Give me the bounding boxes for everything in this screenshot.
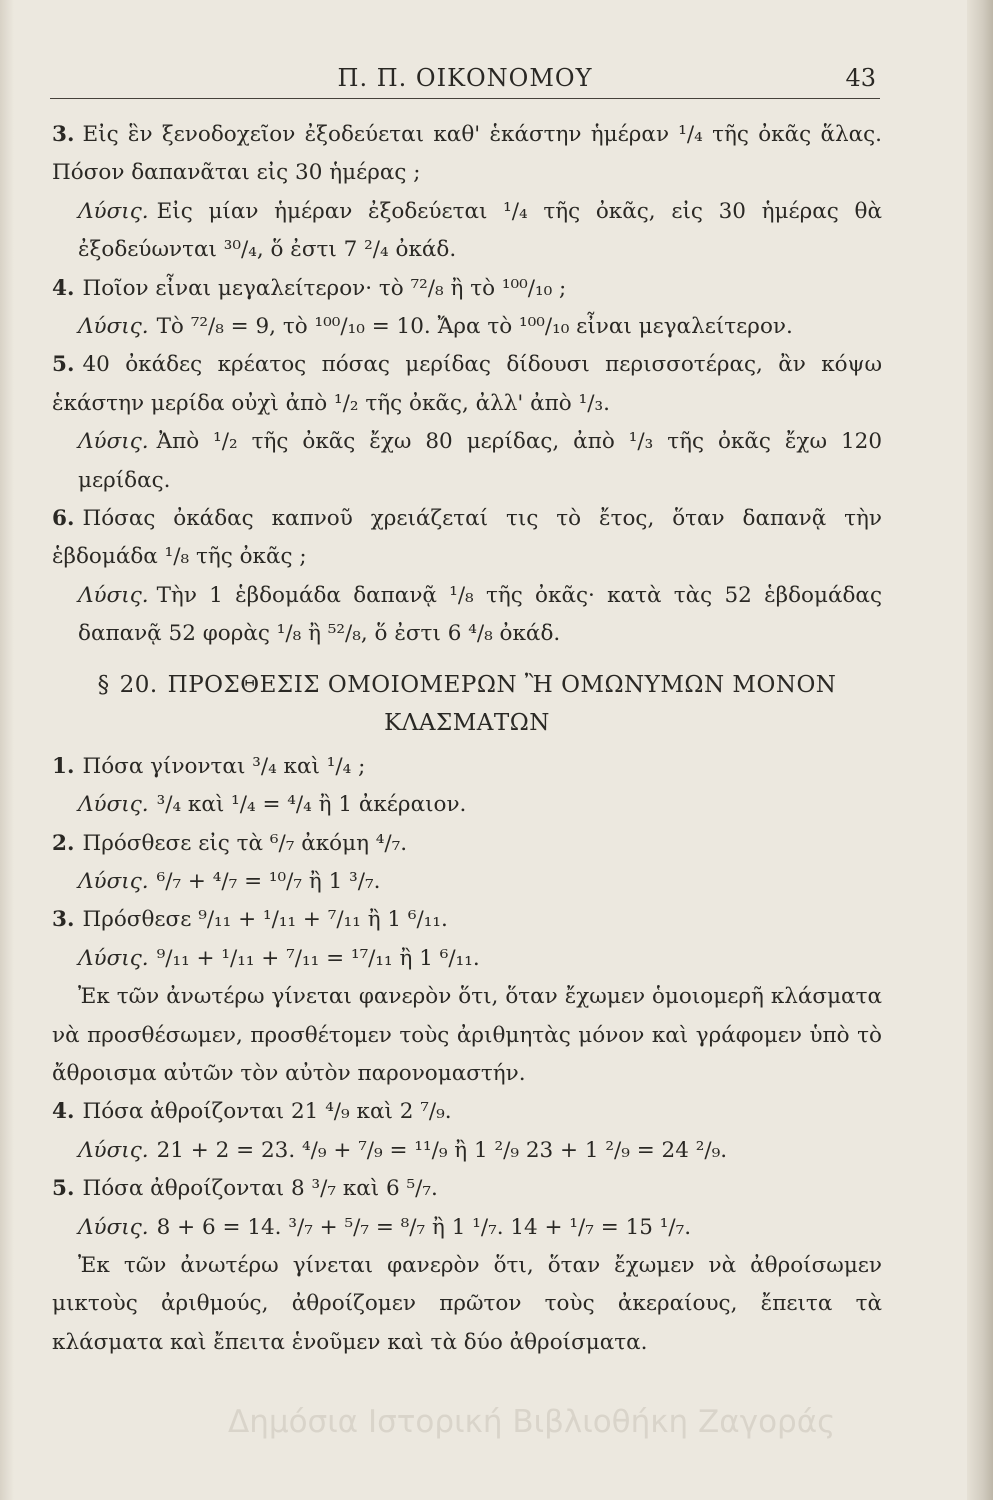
solution-4 — [52, 308, 882, 346]
solution-label: Λύσις. — [78, 1137, 149, 1163]
section-symbol: § — [97, 671, 110, 698]
problem-3 — [52, 116, 882, 193]
problem-text: Πόσα ἀθροίζονται 8 ³/₇ καὶ 6 ⁵/₇. — [82, 1176, 438, 1202]
problem-number: 6. — [52, 506, 75, 532]
problem-number: 4. — [52, 275, 75, 301]
problem-5 — [52, 346, 882, 423]
solution-5b — [52, 1209, 882, 1247]
solution-text: ⁹/₁₁ + ¹/₁₁ + ⁷/₁₁ = ¹⁷/₁₁ ἢ 1 ⁶/₁₁. — [156, 945, 480, 971]
solution-text: ⁶/₇ + ⁴/₇ = ¹⁰/₇ ἢ 1 ³/₇. — [156, 868, 381, 894]
problem-number: 4. — [52, 1099, 75, 1125]
solution-5 — [52, 423, 882, 500]
section-number: 20. — [119, 671, 158, 698]
problem-4b — [52, 1093, 882, 1131]
problem-5b — [52, 1170, 882, 1208]
header-rule — [50, 98, 880, 99]
solution-label: Λύσις. — [78, 198, 149, 224]
problem-text: Ποῖον εἶναι μεγαλείτερον· τὸ ⁷²/₈ ἢ τὸ ¹⁰⁰/₁₀ ; — [82, 275, 567, 301]
running-head: Π. Π. ΟΙΚΟΝΟΜΟΥ — [337, 64, 593, 92]
problem-2 — [52, 825, 882, 863]
problem-number: 3. — [52, 907, 75, 933]
problem-number: 2. — [52, 830, 75, 856]
solution-label: Λύσις. — [78, 582, 149, 608]
solution-text: Τὸ ⁷²/₈ = 9, τὸ ¹⁰⁰/₁₀ = 10. Ἄρα τὸ ¹⁰⁰/₁₀ εἶναι μεγαλείτερον. — [156, 314, 793, 340]
solution-text: 21 + 2 = 23. ⁴/₉ + ⁷/₉ = ¹¹/₉ ἢ 1 ²/₉ 23 + 1 ²/₉ = 24 ²/₉. — [156, 1137, 728, 1163]
problem-text: Πρόσθεσε εἰς τὰ ⁶/₇ ἀκόμη ⁴/₇. — [82, 830, 408, 856]
page-edge — [967, 0, 993, 1500]
section-title-line2: ΚΛΑΣΜΑΤΩΝ — [384, 709, 550, 736]
solution-3b — [52, 940, 882, 978]
problem-3b — [52, 901, 882, 939]
page-gutter-shadow — [0, 0, 14, 1500]
problem-number: 1. — [52, 753, 75, 779]
solution-label: Λύσις. — [78, 314, 149, 340]
solution-text: Εἰς μίαν ἡμέραν ἐξοδεύεται ¹/₄ τῆς ὀκᾶς, εἰς 30 ἡμέρας θὰ ἐξοδεύωνται ³⁰/₄, ὅ ἐστι 7 ²/₄ ὀκάδ. — [78, 198, 882, 263]
problem-1 — [52, 748, 882, 786]
remark-paragraph-2: Ἐκ τῶν ἀνωτέρω γίνεται φανερὸν ὅτι, ὅταν ἔχωμεν νὰ ἀθροίσωμεν μικτοὺς ἀριθμούς, ἀθροίζομεν πρῶτον τοὺς ἀκεραίους, ἔπειτα τὰ κλάσματα καὶ ἔπειτα ἑνοῦμεν καὶ τὰ δύο ἀθροίσματα. — [52, 1252, 882, 1355]
library-watermark: Δημόσια Ιστορική Βιβλιοθήκη Ζαγοράς — [228, 1404, 836, 1440]
section-title-line1: ΠΡΟΣΘΕΣΙΣ ΟΜΟΙΟΜΕΡΩΝ Ἢ ΟΜΩΝΥΜΩΝ ΜΟΝΟΝ — [167, 671, 837, 698]
problem-text: Πόσα γίνονται ³/₄ καὶ ¹/₄ ; — [82, 753, 366, 779]
solution-4b — [52, 1132, 882, 1170]
remark-paragraph-1: Ἐκ τῶν ἀνωτέρω γίνεται φανερὸν ὅτι, ὅταν ἔχωμεν ὁμοιομερῆ κλάσματα νὰ προσθέσωμεν, προσθέτομεν τοὺς ἀριθμητὰς μόνον καὶ γράφομεν ὑπὸ τὸ ἄθροισμα αὐτῶν τὸν αὐτὸν παρονομαστήν. — [52, 984, 882, 1086]
solution-6 — [52, 577, 882, 654]
solution-label: Λύσις. — [78, 945, 149, 971]
solution-label: Λύσις. — [78, 1214, 149, 1240]
problem-number: 5. — [52, 1176, 75, 1202]
problem-number: 5. — [52, 352, 75, 378]
problem-text: 40 ὀκάδες κρέατος πόσας μερίδας δίδουσι περισσοτέρας, ἂν κόψω ἑκάστην μερίδα οὐχὶ ἀπὸ ¹/₂ τῆς ὀκᾶς, ἀλλ' ἀπὸ ¹/₃. — [52, 352, 882, 416]
solution-text: Ἀπὸ ¹/₂ τῆς ὀκᾶς ἔχω 80 μερίδας, ἀπὸ ¹/₃ τῆς ὀκᾶς ἔχω 120 μερίδας. — [78, 429, 882, 493]
solution-label: Λύσις. — [78, 429, 149, 455]
problem-4 — [52, 270, 882, 308]
solution-text: 8 + 6 = 14. ³/₇ + ⁵/₇ = ⁸/₇ ἢ 1 ¹/₇. 14 + ¹/₇ = 15 ¹/₇. — [156, 1214, 692, 1240]
solution-text: Τὴν 1 ἑβδομάδα δαπανᾷ ¹/₈ τῆς ὀκᾶς· κατὰ τὰς 52 ἑβδομάδας δαπανᾷ 52 φορὰς ¹/₈ ἢ ⁵²/₈, ὅ ἐστι 6 ⁴/₈ ὀκάδ. — [78, 582, 882, 647]
page-header — [50, 58, 880, 108]
problem-text: Πόσας ὀκάδας καπνοῦ χρειάζεταί τις τὸ ἔτος, ὅταν δαπανᾷ τὴν ἑβδομάδα ¹/₈ τῆς ὀκᾶς ; — [52, 506, 882, 570]
solution-text: ³/₄ καὶ ¹/₄ = ⁴/₄ ἢ 1 ἀκέραιον. — [156, 792, 467, 818]
problem-6 — [52, 500, 882, 577]
page-number: 43 — [845, 64, 876, 92]
solution-label: Λύσις. — [78, 792, 149, 818]
solution-1 — [52, 786, 882, 824]
solution-label: Λύσις. — [78, 868, 149, 894]
page-body — [52, 116, 882, 1362]
problem-text: Εἰς ἓν ξενοδοχεῖον ἐξοδεύεται καθ' ἑκάστην ἡμέραν ¹/₄ τῆς ὀκᾶς ἅλας. Πόσον δαπανᾶται εἰς 30 ἡμέρας ; — [52, 122, 882, 186]
problem-text: Πόσα ἀθροίζονται 21 ⁴/₉ καὶ 2 ⁷/₉. — [82, 1099, 452, 1125]
solution-2 — [52, 863, 882, 901]
solution-3 — [52, 193, 882, 270]
problem-number: 3. — [52, 122, 75, 147]
section-heading — [52, 666, 882, 742]
problem-text: Πρόσθεσε ⁹/₁₁ + ¹/₁₁ + ⁷/₁₁ ἢ 1 ⁶/₁₁. — [82, 907, 448, 933]
